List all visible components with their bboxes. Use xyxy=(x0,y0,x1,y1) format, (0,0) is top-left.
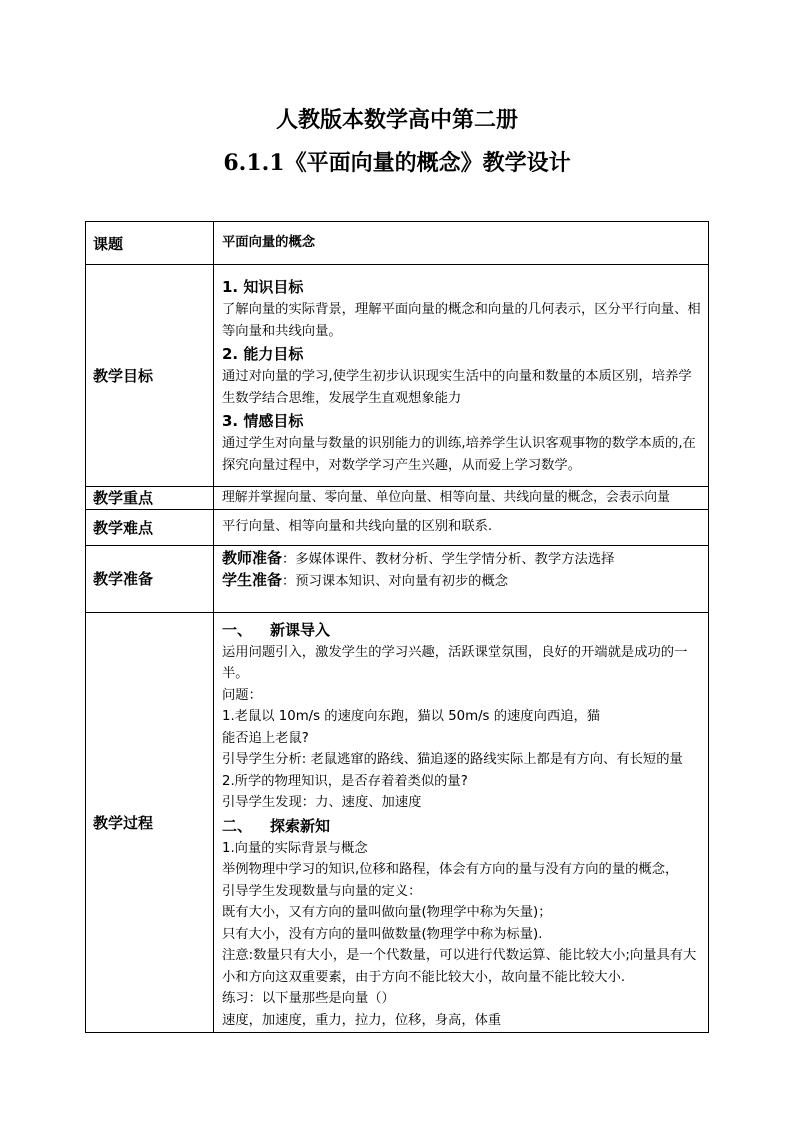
lesson-plan-table xyxy=(85,221,709,1033)
row-topic xyxy=(86,222,709,265)
goal-text-knowledge: 了解向量的实际背景，理解平面向量的概念和向量的几何表示，区分平行向量、相等向量和共线向量。 xyxy=(222,302,701,339)
row-prep xyxy=(86,545,709,612)
label-goals: 教学目标 xyxy=(86,265,214,487)
process-content xyxy=(214,612,709,1032)
goal-text-emotion: 通过学生对向量与数量的识别能力的训练,培养学生认识客观事物的数学本质的,在探究向量过程中，对数学学习产生兴趣，从而爱上学习数学。 xyxy=(222,436,696,473)
prep-content xyxy=(214,545,709,612)
intro-line: 运用问题引入，激发学生的学习兴趣，活跃课堂氛围，良好的开端就是成功的一半。 xyxy=(222,644,688,681)
explore-line: 1.向量的实际背景与概念 xyxy=(222,840,368,856)
goal-text-ability: 通过对向量的学习,使学生初步认识现实生活中的向量和数量的本质区别，培养学生数学结合思维，发展学生直观想象能力 xyxy=(222,369,692,406)
row-key xyxy=(86,487,709,510)
explore-line: 速度，加速度，重力，拉力，位移，身高，体重 xyxy=(222,1012,502,1028)
row-process xyxy=(86,612,709,1032)
goal-heading-ability: 2. 能力目标 xyxy=(222,345,304,363)
student-prep-label: 学生准备 xyxy=(222,571,283,589)
row-difficulty xyxy=(86,509,709,545)
explore-line: 练习：以下量那些是向量（） xyxy=(222,991,395,1006)
value-key: 理解并掌握向量、零向量、单位向量、相等向量、共线向量的概念，会表示向量 xyxy=(214,487,709,510)
document-subtitle: 6.1.1《平面向量的概念》教学设计 xyxy=(223,150,571,176)
section-heading-intro: 一、 新课导入 xyxy=(222,620,331,639)
label-difficulty: 教学难点 xyxy=(86,509,214,545)
goal-heading-emotion: 3. 情感目标 xyxy=(222,412,304,430)
intro-line: 引导学生分析: 老鼠逃窜的路线、猫追逐的路线实际上都是有方向、有长短的量 xyxy=(222,752,683,767)
label-process: 教学过程 xyxy=(86,612,214,1032)
document-title: 人教版本数学高中第二册 xyxy=(275,107,518,133)
value-difficulty: 平行向量、相等向量和共线向量的区别和联系. xyxy=(214,509,709,545)
goals-content xyxy=(214,265,709,487)
label-topic: 课题 xyxy=(86,222,214,265)
student-prep-text: ：预习课本知识、对向量有初步的概念 xyxy=(282,574,509,589)
goal-heading-knowledge: 1. 知识目标 xyxy=(222,278,304,296)
explore-line: 只有大小，没有方向的量叫做数量(物理学中称为标量). xyxy=(222,926,543,942)
value-topic: 平面向量的概念 xyxy=(214,222,709,265)
intro-line: 1.老鼠以 10m/s 的速度向东跑，猫以 50m/s 的速度向西追，猫 xyxy=(222,709,601,724)
intro-line: 问题： xyxy=(222,687,262,703)
row-goals xyxy=(86,265,709,487)
intro-line: 引导学生发现：力、速度、加速度 xyxy=(222,795,422,810)
intro-line: 能否追上老鼠? xyxy=(222,730,309,746)
teacher-prep-text: ：多媒体课件、教材分析、学生学情分析、教学方法选择 xyxy=(282,551,615,567)
explore-line: 引导学生发现数量与向量的定义： xyxy=(222,883,422,899)
label-prep: 教学准备 xyxy=(86,545,214,612)
explore-line: 举例物理中学习的知识,位移和路程，体会有方向的量与没有方向的量的概念， xyxy=(222,862,679,877)
intro-line: 2.所学的物理知识，是否存着着类似的量? xyxy=(222,773,468,789)
label-key: 教学重点 xyxy=(86,487,214,510)
teacher-prep-label: 教师准备 xyxy=(222,548,283,567)
explore-line: 注意:数量只有大小，是一个代数量，可以进行代数运算、能比较大小;向量具有大小和方向这双重要素，由于方向不能比较大小，故向量不能比较大小. xyxy=(222,948,697,985)
section-heading-explore: 二、 探索新知 xyxy=(222,816,331,835)
explore-line: 既有大小，又有方向的量叫做向量(物理学中称为矢量)； xyxy=(222,905,552,920)
